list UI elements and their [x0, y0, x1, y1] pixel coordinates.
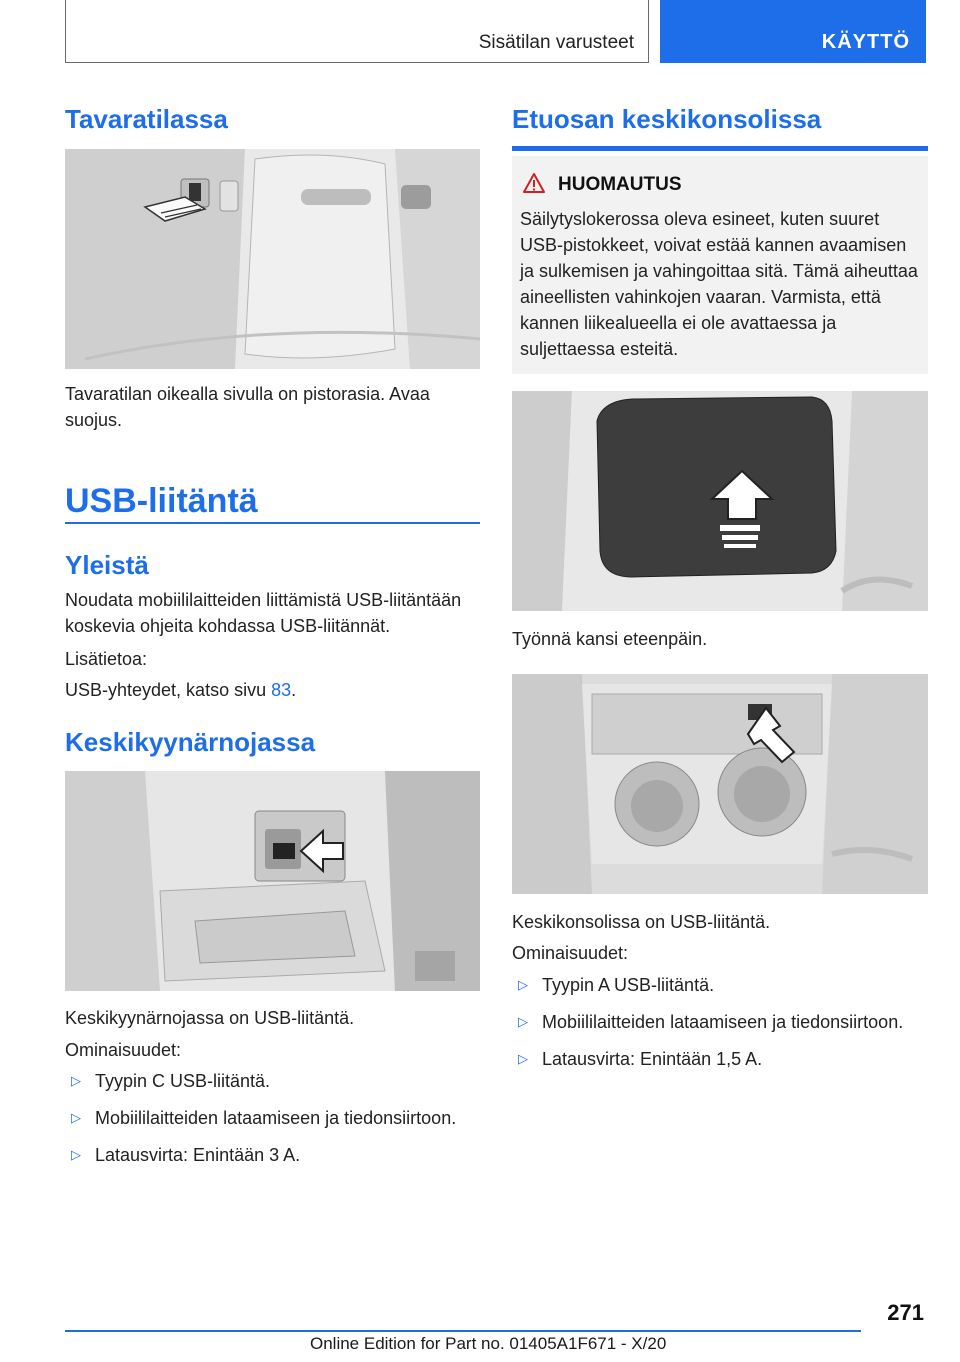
- yleista-text: Noudata mobiililaitteiden liittämistä USB-liitäntään koskevia ohjeita kohdassa USB-liitännät.: [65, 590, 462, 636]
- bullet-text: Tyypin C USB-liitäntä.: [95, 1071, 271, 1091]
- triangle-bullet-icon: ▷: [71, 1147, 81, 1162]
- triangle-bullet-icon: ▷: [71, 1073, 81, 1088]
- trunk-socket-image: [65, 149, 480, 369]
- reference-text: USB-yhteydet, katso sivu: [65, 680, 272, 700]
- console-usb-image: [512, 674, 928, 894]
- heading-etuosan-keskikonsolissa: Etuosan keskikonsolissa: [512, 104, 822, 134]
- triangle-bullet-icon: ▷: [518, 977, 528, 992]
- list-item: [512, 1009, 932, 1035]
- section-title: Sisätilan varusteet: [478, 32, 634, 53]
- heading-usb-liitanta: USB-liitäntä: [65, 482, 258, 520]
- chapter-title: KÄYTTÖ: [821, 31, 910, 53]
- caption-keskikonsolissa: Keskikonsolissa on USB-liitäntä.: [512, 912, 771, 932]
- heading-yleista: Yleistä: [65, 550, 149, 580]
- heading-rule-thick: [512, 146, 928, 151]
- heading-tavaratilassa: Tavaratilassa: [65, 104, 228, 134]
- heading-keskikyynarnojassa: Keskikyynärnojassa: [65, 727, 316, 757]
- warning-icon: [522, 172, 546, 194]
- console-cover-image: [512, 391, 928, 611]
- bullet-text: Latausvirta: Enintään 3 A.: [95, 1145, 301, 1165]
- notice-box: [512, 156, 928, 374]
- triangle-bullet-icon: ▷: [518, 1051, 528, 1066]
- bullet-text: Mobiililaitteiden lataamiseen ja tiedonsiirtoon.: [95, 1108, 457, 1128]
- bullet-text: Mobiililaitteiden lataamiseen ja tiedonsiirtoon.: [542, 1012, 904, 1032]
- caption-push-cover: Työnnä kansi eteenpäin.: [512, 629, 708, 649]
- list-item: [512, 972, 932, 998]
- properties-label-right: Ominaisuudet:: [512, 943, 629, 963]
- more-info-label: Lisätietoa:: [65, 649, 148, 669]
- reference-period: .: [291, 680, 297, 700]
- properties-label-left: Ominaisuudet:: [65, 1040, 182, 1060]
- page-link-83[interactable]: 83: [271, 680, 292, 700]
- list-item: [512, 1046, 932, 1072]
- notice-title: HUOMAUTUS: [558, 174, 682, 195]
- section-header: [65, 0, 649, 63]
- bullet-text: Tyypin A USB-liitäntä.: [542, 975, 715, 995]
- triangle-bullet-icon: ▷: [71, 1110, 81, 1125]
- notice-text: Säilytyslokerossa oleva esineet, kuten suuret USB-pistokkeet, voivat estää kannen avaamisen ja sulkemisen ja vahingoittaa sitä. Tämä aiheuttaa aineellisten vahinkojen vaaran. Varmista, että kannen liikealueella ei ole avattaessa ja suljettaessa esteitä.: [520, 209, 918, 359]
- footer-edition: Online Edition for Part no. 01405A1F671 - X/20: [310, 1334, 667, 1353]
- footer-rule: [65, 1330, 861, 1332]
- list-item: [65, 1105, 485, 1131]
- caption-tavaratilassa: Tavaratilan oikealla sivulla on pistorasia. Avaa suojus.: [65, 384, 430, 430]
- armrest-usb-image: [65, 771, 480, 991]
- list-item: [65, 1142, 485, 1168]
- page-number: 271: [887, 1300, 924, 1325]
- bullet-text: Latausvirta: Enintään 1,5 A.: [542, 1049, 763, 1069]
- properties-list-right: [512, 972, 932, 1083]
- caption-keskikyynarnojassa: Keskikyynärnojassa on USB-liitäntä.: [65, 1008, 355, 1028]
- triangle-bullet-icon: ▷: [518, 1014, 528, 1029]
- list-item: [65, 1068, 485, 1094]
- usb-reference: [65, 677, 296, 703]
- chapter-tab: [660, 0, 926, 63]
- heading-rule: [65, 522, 480, 524]
- properties-list-left: [65, 1068, 485, 1179]
